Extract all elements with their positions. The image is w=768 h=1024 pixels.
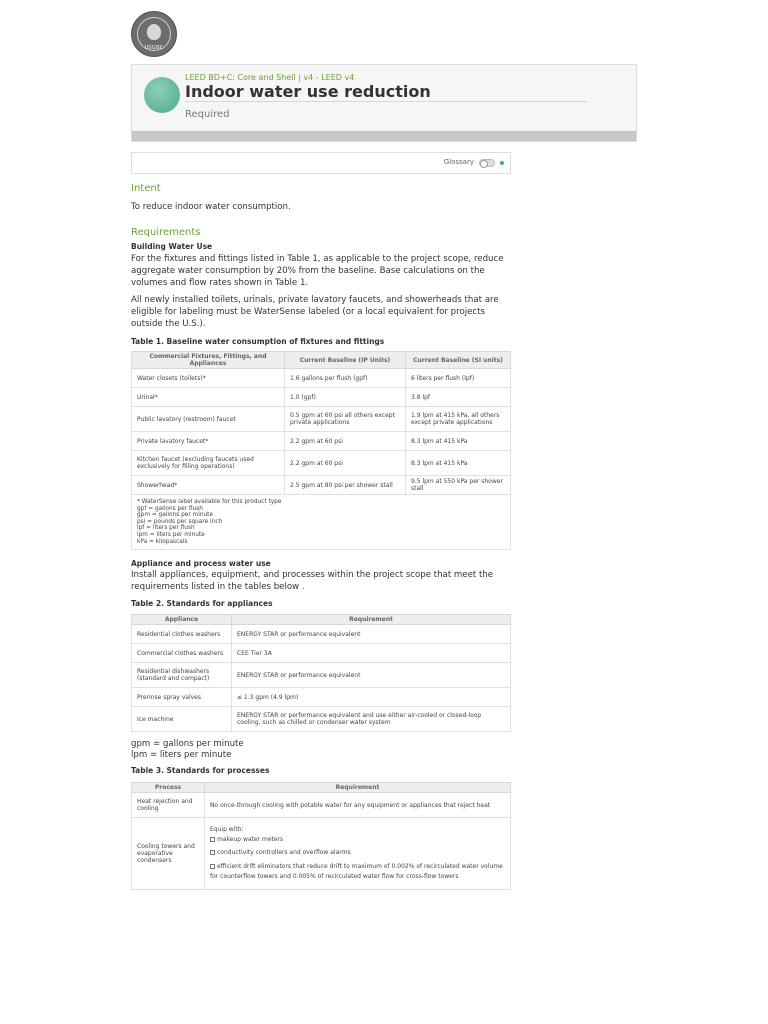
note-line: gpm = gallons per minute: [137, 512, 214, 519]
table-cell: 2.5 gpm at 80 psi per shower stall: [285, 476, 406, 495]
process-standards-table: [131, 782, 511, 890]
table-row: [132, 451, 511, 476]
table-row: [132, 707, 511, 732]
appliance-process-heading: Appliance and process water use: [131, 559, 271, 569]
table-cell: Ice machine: [132, 707, 232, 732]
equip-intro: Equip with:: [210, 825, 244, 833]
table-row: [132, 663, 511, 688]
table-row: [132, 369, 511, 388]
table-cell: Cooling towers and evaporative condensers: [132, 818, 205, 890]
note-line: psi = pounds per square inch: [137, 518, 223, 525]
credit-content: [131, 183, 511, 890]
table-notes: [132, 495, 511, 550]
table-cell: 9.5 lpm at 550 kPa per shower stall: [406, 476, 511, 495]
table-header: Commercial Fixtures, Fittings, and Appliances: [132, 352, 285, 369]
divider: [185, 101, 587, 102]
unit-lpm: lpm = liters per minute: [131, 750, 232, 761]
note-line: lpm = liters per minute: [137, 531, 205, 538]
appliance-standards-table: [131, 614, 511, 732]
table-cell: 8.3 lpm at 415 kPa: [406, 432, 511, 451]
requirements-heading: Requirements: [131, 227, 201, 238]
checkbox-bullet-icon: [210, 850, 215, 855]
status-label: Required: [185, 109, 230, 120]
status-dot-icon: [500, 161, 504, 165]
logo-text: USGBC: [144, 45, 164, 51]
table-row: [132, 644, 511, 663]
table-cell: Public lavatory (restroom) faucet: [132, 407, 285, 432]
table-row: [132, 432, 511, 451]
checkbox-bullet-icon: [210, 837, 215, 842]
table-cell: Residential clothes washers: [132, 625, 232, 644]
table-cell: No once-through cooling with potable water for any equipment or appliances that reject heat: [205, 793, 511, 818]
table-header: Requirement: [205, 783, 511, 793]
checkbox-bullet-icon: [210, 864, 215, 869]
table-cell: 6 liters per flush (lpf): [406, 369, 511, 388]
intent-text: To reduce indoor water consumption.: [131, 202, 291, 212]
table-header: Current Baseline (IP Units): [285, 352, 406, 369]
table-cell: Private lavatory faucet*: [132, 432, 285, 451]
list-item: [210, 836, 505, 843]
table-cell: [205, 818, 511, 890]
table-cell: ≤ 1.3 gpm (4.9 lpm): [232, 688, 511, 707]
note-line: kPa = kilopascals: [137, 538, 188, 545]
table-row: [132, 476, 511, 495]
appliance-process-text: Install appliances, equipment, and processes within the project scope that meet the requirements listed in the tables below .: [131, 570, 494, 593]
leaf-icon: [147, 24, 161, 40]
table-cell: 2.2 gpm at 60 psi: [285, 432, 406, 451]
glossary-toggle[interactable]: [479, 159, 495, 167]
header-bar: [132, 131, 636, 141]
table-cell: 0.5 gpm at 60 psi all others except private applications: [285, 407, 406, 432]
breadcrumb[interactable]: LEED BD+C: Core and Shell | v4 - LEED v4: [185, 73, 355, 82]
table-cell: ENERGY STAR or performance equivalent and use either air-cooled or closed-loop cooling, such as chilled or condenser water system: [232, 707, 511, 732]
list-item: [210, 849, 505, 856]
table2-caption: Table 2. Standards for appliances: [131, 599, 273, 609]
table-header: Current Baseline (SI units): [406, 352, 511, 369]
requirements-paragraph-2: All newly installed toilets, urinals, private lavatory faucets, and showerheads that are eligible for labeling must be WaterSense labeled (or a local equivalent for projects outside the U.S.).: [131, 295, 499, 329]
building-water-use-heading: Building Water Use: [131, 242, 213, 251]
toggle-knob: [480, 160, 488, 168]
table-cell: 8.3 lpm at 415 kPa: [406, 451, 511, 476]
table-cell: 1.9 lpm at 415 kPa, all others except private applications: [406, 407, 511, 432]
table-cell: Heat rejection and cooling: [132, 793, 205, 818]
table-notes-row: [132, 495, 511, 550]
table-row: [132, 407, 511, 432]
baseline-table: [131, 351, 511, 550]
table3-caption: Table 3. Standards for processes: [131, 766, 270, 776]
list-item: [210, 862, 505, 882]
page-title: Indoor water use reduction: [185, 82, 431, 101]
table-cell: 1.6 gallons per flush (gpf): [285, 369, 406, 388]
table-cell: 1.0 (gpf): [285, 388, 406, 407]
list-item-text: efficient drift eliminators that reduce drift to maximum of 0.002% of recirculated water volume for counterflow towers and 0.005% of recirculated water flow for cross-flow towers: [210, 862, 503, 880]
requirements-paragraph-1: For the fixtures and fittings listed in Table 1, as applicable to the project scope, reduce aggregate water consumption by 20% from the baseline. Base calculations on the volumes and flow rates shown in Table 1.: [131, 254, 504, 288]
table-header: Appliance: [132, 615, 232, 625]
credit-header: [131, 64, 637, 142]
list-item-text: makeup water meters: [217, 835, 284, 843]
table-cell: Showerhead*: [132, 476, 285, 495]
table-row: [132, 625, 511, 644]
table-cell: 3.8 lpf: [406, 388, 511, 407]
table-cell: Urinal*: [132, 388, 285, 407]
unit-gpm: gpm = gallons per minute: [131, 739, 244, 750]
glossary-label: Glossary: [443, 158, 474, 166]
table-cell: 2.2 gpm at 60 psi: [285, 451, 406, 476]
table-cell: CEE Tier 3A: [232, 644, 511, 663]
table-cell: Kitchen faucet (excluding faucets used exclusively for filling operations): [132, 451, 285, 476]
table-cell: Residential dishwashers (standard and compact): [132, 663, 232, 688]
table-header: Requirement: [232, 615, 511, 625]
table-row: [132, 388, 511, 407]
note-line: lpf = liters per flush: [137, 525, 195, 532]
table1-caption: Table 1. Baseline water consumption of fixtures and fittings: [131, 337, 385, 346]
table-cell: Commercial clothes washers: [132, 644, 232, 663]
table-row: [132, 818, 511, 890]
table-header: Process: [132, 783, 205, 793]
table-cell: ENERGY STAR or performance equivalent: [232, 625, 511, 644]
table-cell: ENERGY STAR or performance equivalent: [232, 663, 511, 688]
table-cell: Prerinse spray valves: [132, 688, 232, 707]
note-line: * WaterSense label available for this product type: [137, 499, 282, 505]
table-cell: Water closets (toilets)*: [132, 369, 285, 388]
credit-category-icon: [144, 77, 180, 113]
list-item-text: conductivity controllers and overflow alarms: [217, 848, 351, 856]
table-row: [132, 688, 511, 707]
intent-heading: Intent: [131, 183, 161, 194]
glossary-bar: [131, 152, 511, 174]
note-line: gpf = gallons per flush: [137, 505, 203, 512]
table-row: [132, 793, 511, 818]
usgbc-logo: [131, 11, 177, 57]
